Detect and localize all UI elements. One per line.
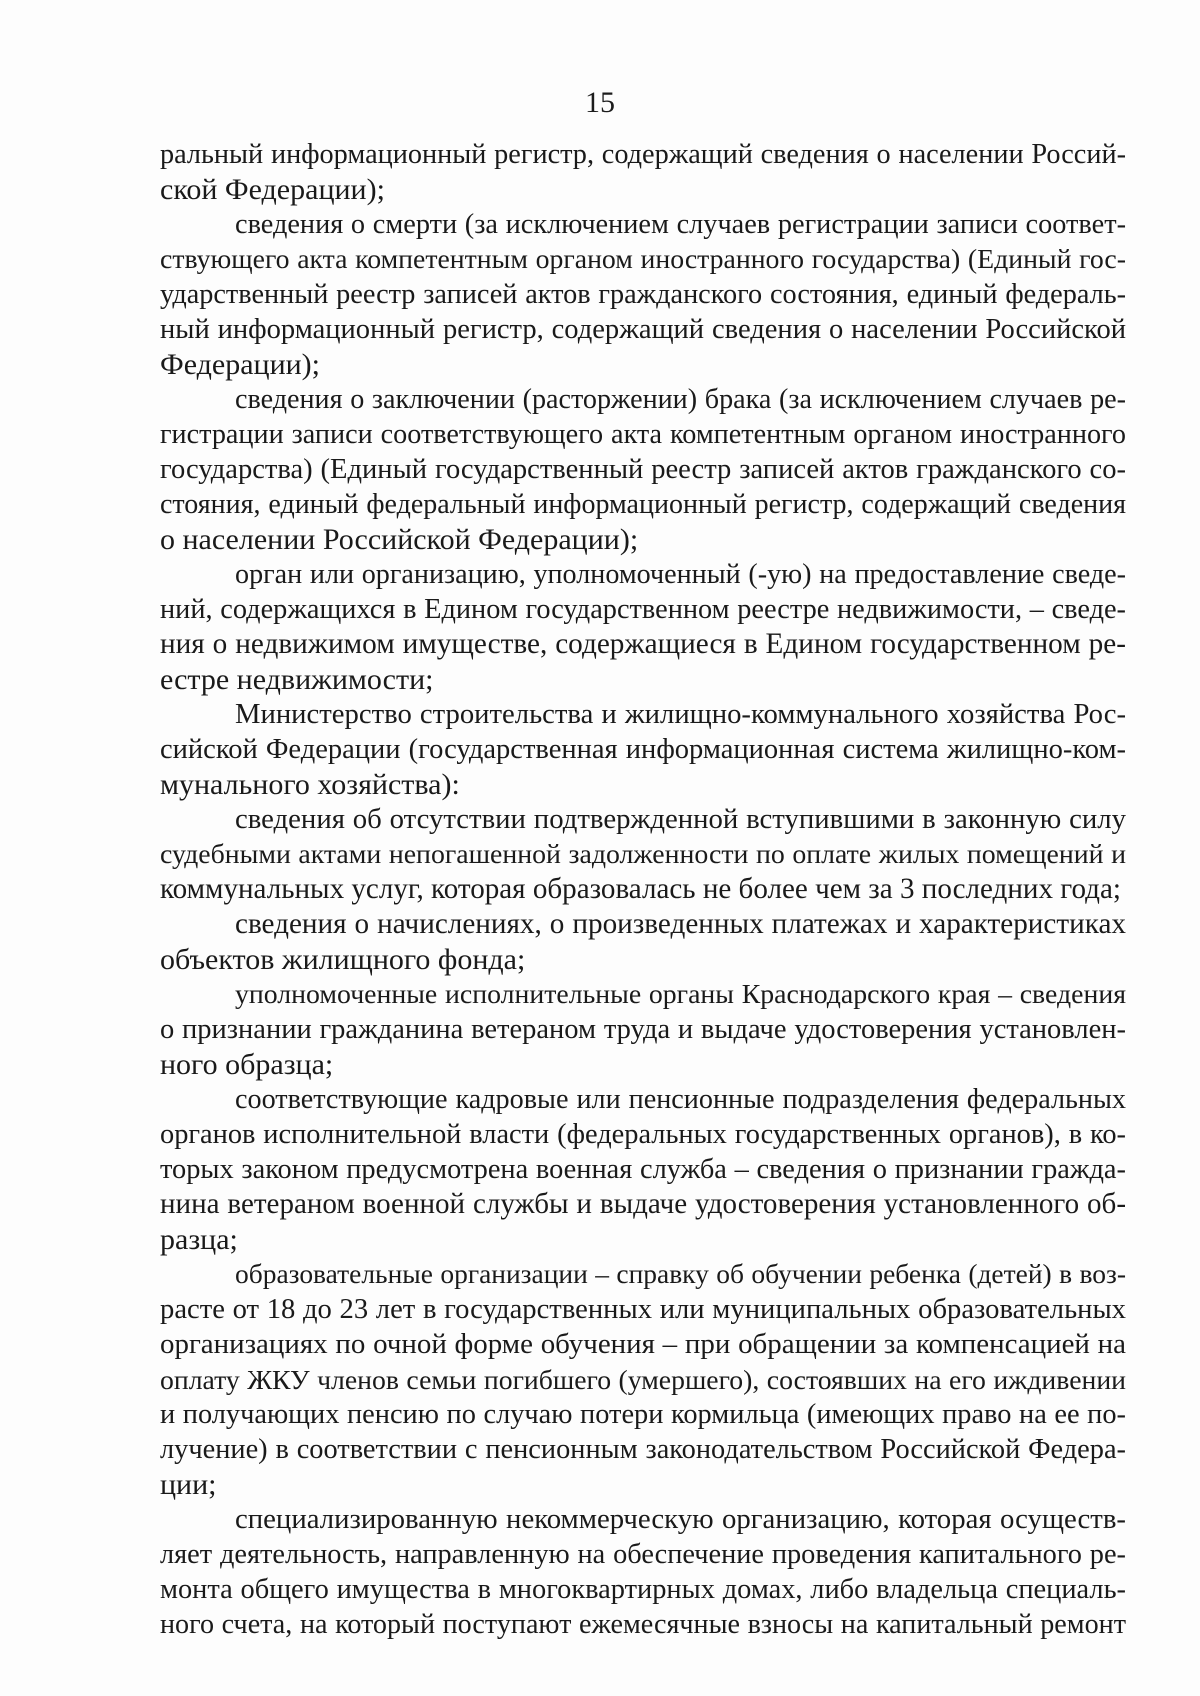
text-line: судебными актами непогашенной задолженности по оплате жилых помещений и (160, 839, 1126, 870)
text-line: объектов жилищного фонда; (160, 943, 526, 976)
text-line: ствующего акта компетентным органом иностранного государства) (Единый гос- (160, 244, 1126, 275)
text-line: торых законом предусмотрена военная служба – сведения о признании гражда- (160, 1154, 1126, 1185)
text-line: лучение) в соответствии с пенсионным законодательством Российской Федера- (160, 1434, 1126, 1465)
text-line: ний, содержащихся в Едином государственном реестре недвижимости, – сведе- (160, 594, 1126, 625)
text-line: ного образца; (160, 1048, 334, 1081)
text-line: оплату ЖКУ членов семьи погибшего (умершего), состоявших на его иждивении (160, 1364, 1126, 1395)
text-line: о населении Российской Федерации); (160, 523, 639, 556)
text-line: ской Федерации); (160, 173, 385, 206)
text-line: уполномоченные исполнительные органы Краснодарского края – сведения (235, 979, 1126, 1010)
text-line: расте от 18 до 23 лет в государственных или муниципальных образовательных (160, 1293, 1126, 1325)
text-line: специализированную некоммерческую организацию, которая осуществ- (235, 1503, 1126, 1535)
text-line: нина ветераном военной службы и выдаче удостоверения установленного об- (160, 1188, 1126, 1220)
text-line: органов исполнительной власти (федеральных государственных органов), в ко- (160, 1119, 1126, 1150)
text-line: ного счета, на который поступают ежемесячные взносы на капитальный ремонт (160, 1609, 1126, 1640)
text-line: Министерство строительства и жилищно-коммунального хозяйства Рос- (235, 698, 1126, 730)
text-line: сведения о заключении (расторжении) брака (за исключением случаев ре- (235, 384, 1126, 415)
text-line: гистрации записи соответствующего акта компетентным органом иностранного (160, 419, 1126, 450)
text-line: сведения о смерти (за исключением случаев регистрации записи соответ- (235, 209, 1126, 240)
text-line: ный информационный регистр, содержащий сведения о населении Российской (160, 314, 1126, 345)
text-line: орган или организацию, уполномоченный (-ую) на предоставление сведе- (235, 559, 1126, 590)
text-line: ляет деятельность, направленную на обеспечение проведения капитального ре- (160, 1539, 1126, 1570)
body-text (160, 137, 1126, 1642)
text-line: государства) (Единый государственный реестр записей актов гражданского со- (160, 454, 1126, 485)
text-line: коммунальных услуг, которая образовалась не более чем за 3 последних года; (160, 873, 1121, 905)
text-line: о признании гражданина ветераном труда и выдаче удостоверения установлен- (160, 1014, 1126, 1045)
text-line: ции; (160, 1468, 217, 1501)
text-line: ния о недвижимом имуществе, содержащиеся в Едином государственном ре- (160, 628, 1126, 660)
text-line: сийской Федерации (государственная информационная система жилищно-ком- (160, 734, 1126, 765)
text-line: стояния, единый федеральный информационный регистр, содержащий сведения (160, 489, 1126, 520)
text-line: естре недвижимости; (160, 663, 434, 696)
text-line: соответствующие кадровые или пенсионные подразделения федеральных (235, 1084, 1126, 1115)
text-line: образовательные организации – справку об обучении ребенка (детей) в воз- (235, 1259, 1126, 1289)
text-line: организациях по очной форме обучения – при обращении за компенсацией на (160, 1328, 1126, 1360)
text-line: мунального хозяйства): (160, 768, 460, 801)
page-number: 15 (585, 86, 615, 119)
text-line: ударственный реестр записей актов гражданского состояния, единый федераль- (160, 279, 1126, 310)
text-line: и получающих пенсию по случаю потери кормильца (имеющих право на ее по- (160, 1399, 1126, 1430)
text-line: разца; (160, 1223, 238, 1256)
text-line: ральный информационный регистр, содержащий сведения о населении Россий- (160, 139, 1126, 170)
text-line: монта общего имущества в многоквартирных домах, либо владельца специаль- (160, 1574, 1126, 1605)
text-line: сведения о начислениях, о произведенных платежах и характеристиках (235, 908, 1126, 940)
text-line: Федерации); (160, 348, 321, 381)
text-line: сведения об отсутствии подтвержденной вступившими в законную силу (235, 803, 1126, 835)
